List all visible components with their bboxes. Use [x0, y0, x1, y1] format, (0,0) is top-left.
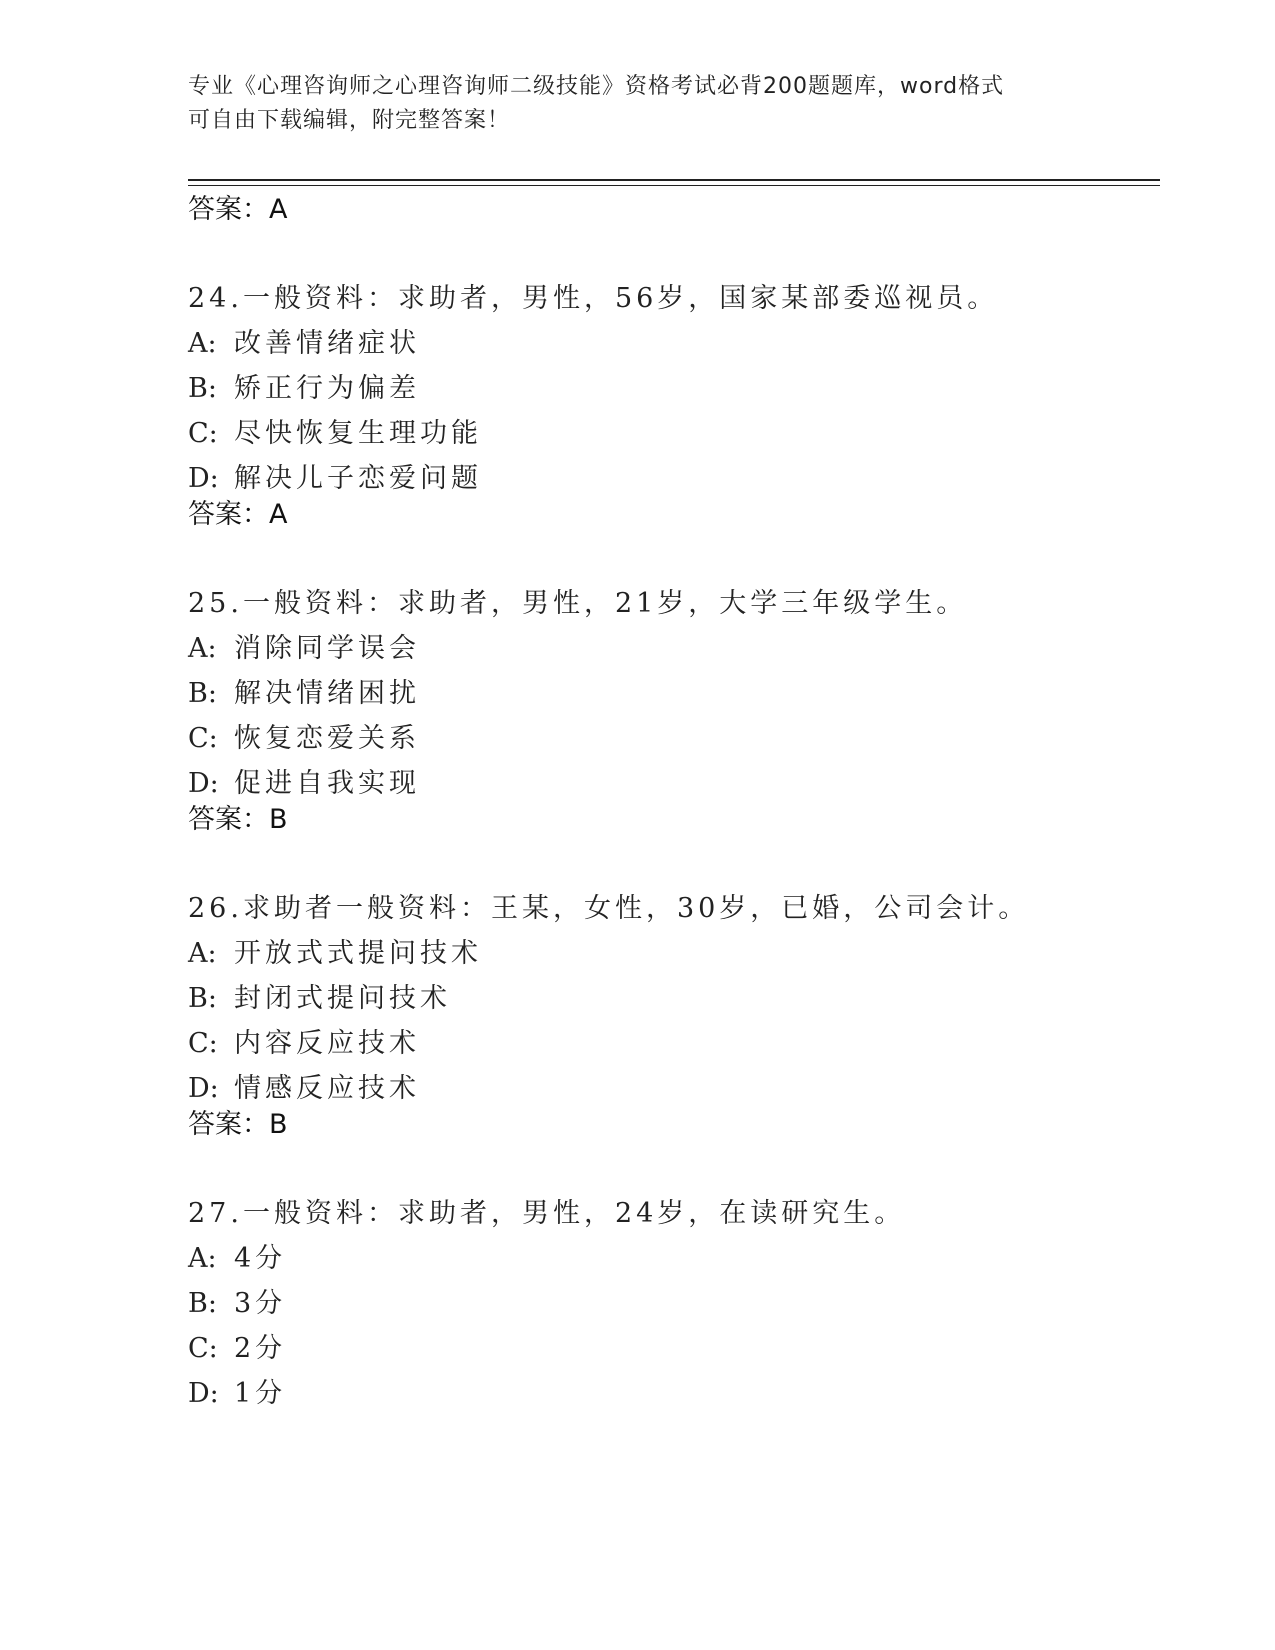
question-stem: 25.一般资料：求助者，男性，21岁，大学三年级学生。 [188, 588, 968, 619]
option-letter: B: [188, 373, 217, 404]
option-text: 解决情绪困扰 [234, 678, 420, 709]
option-letter: A: [188, 633, 217, 664]
option-letter: C: [188, 723, 218, 754]
question-stem: 26.求助者一般资料：王某，女性，30岁，已婚，公司会计。 [188, 893, 1030, 924]
option-letter: C: [188, 1333, 218, 1364]
option-text: 内容反应技术 [234, 1028, 420, 1059]
answer-26: 答案：B [188, 1109, 288, 1140]
option-text: 情感反应技术 [234, 1073, 420, 1104]
option-text: 解决儿子恋爱问题 [234, 463, 482, 494]
option-d [188, 1376, 1168, 1412]
question-26 [188, 891, 1168, 1107]
option-letter: A: [188, 328, 217, 359]
option-text: 3分 [234, 1288, 287, 1319]
option-text: 矫正行为偏差 [234, 373, 420, 404]
question-25 [188, 586, 1168, 802]
option-text: 消除同学误会 [234, 633, 420, 664]
option-a [188, 1241, 1168, 1277]
option-letter: D: [188, 463, 219, 494]
option-b [188, 981, 1168, 1017]
option-letter: B: [188, 678, 217, 709]
option-letter: D: [188, 1378, 219, 1409]
option-letter: A: [188, 1243, 217, 1274]
option-letter: A: [188, 938, 217, 969]
answer-25: 答案：B [188, 804, 288, 835]
option-letter: C: [188, 418, 218, 449]
previous-answer: 答案：A [188, 194, 288, 225]
option-letter: B: [188, 983, 217, 1014]
option-letter: B: [188, 1288, 217, 1319]
header-divider-thick [188, 179, 1160, 181]
option-letter: D: [188, 1073, 219, 1104]
option-text: 开放式式提问技术 [234, 938, 482, 969]
option-b [188, 676, 1168, 712]
option-text: 4分 [234, 1243, 287, 1274]
question-27 [188, 1196, 1168, 1412]
option-a [188, 326, 1168, 362]
header-divider-thin [188, 185, 1160, 186]
option-text: 封闭式提问技术 [234, 983, 451, 1014]
option-text: 促进自我实现 [234, 768, 420, 799]
option-d [188, 766, 1168, 802]
option-text: 1分 [234, 1378, 287, 1409]
option-text: 尽快恢复生理功能 [234, 418, 482, 449]
option-d [188, 461, 1168, 497]
option-text: 改善情绪症状 [234, 328, 420, 359]
option-text: 恢复恋爱关系 [234, 723, 420, 754]
option-c [188, 721, 1168, 757]
header-line-2: 可自由下载编辑，附完整答案！ [188, 108, 511, 133]
header-line-1: 专业《心理咨询师之心理咨询师二级技能》资格考试必背200题题库，word格式 [188, 74, 1005, 99]
option-b [188, 1286, 1168, 1322]
option-d [188, 1071, 1168, 1107]
option-c [188, 416, 1168, 452]
question-stem: 24.一般资料：求助者，男性，56岁，国家某部委巡视员。 [188, 283, 999, 314]
option-a [188, 936, 1168, 972]
answer-24: 答案：A [188, 499, 288, 530]
option-c [188, 1026, 1168, 1062]
document-header [188, 70, 1088, 138]
option-letter: D: [188, 768, 219, 799]
option-c [188, 1331, 1168, 1367]
option-a [188, 631, 1168, 667]
option-b [188, 371, 1168, 407]
question-24 [188, 281, 1168, 497]
question-stem: 27.一般资料：求助者，男性，24岁，在读研究生。 [188, 1198, 906, 1229]
option-letter: C: [188, 1028, 218, 1059]
option-text: 2分 [234, 1333, 287, 1364]
